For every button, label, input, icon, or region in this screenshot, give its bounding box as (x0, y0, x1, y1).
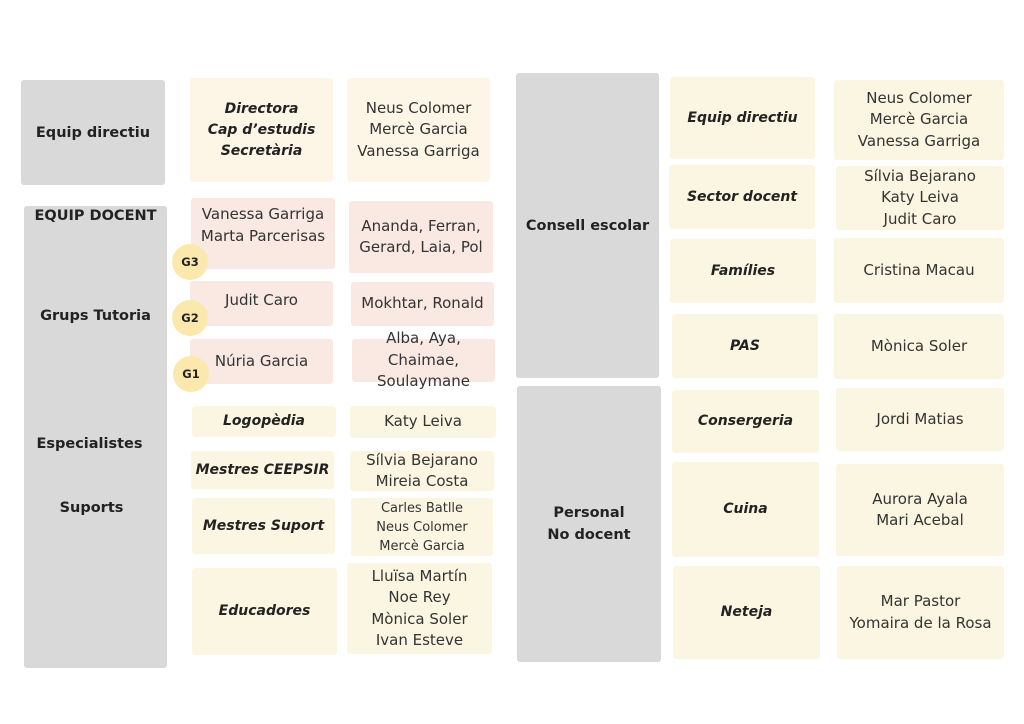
consell-name: Vanessa Garriga (857, 131, 981, 150)
logopedia-name: Katy Leiva (384, 412, 462, 431)
personal-name: Yomaira de la Rosa (849, 613, 992, 632)
g1-tutor: Núria Garcia (214, 351, 309, 370)
role-mestres-ceepsir: Mestres CEEPSIR (195, 461, 330, 478)
equip-directiu-label-box (21, 80, 165, 185)
suport-role-box (192, 498, 335, 554)
g3-students-box (349, 201, 493, 273)
suports-label: Suports (59, 500, 124, 516)
direccio-names-box (347, 78, 490, 182)
consell-role: PAS (730, 337, 760, 354)
cuina-role-box (672, 462, 819, 557)
logopedia-names-box (350, 406, 496, 438)
suport-name: Carles Batlle (380, 500, 464, 516)
consell-families-role-box (670, 239, 816, 303)
suport-names-box (351, 498, 493, 556)
g1-students: Soulaymane (377, 372, 470, 391)
g2-students-box (351, 282, 494, 326)
educadores-name: Noe Rey (388, 588, 451, 606)
consergeria-names-box (836, 388, 1004, 451)
cuina-names-box (836, 464, 1004, 556)
g2-students: Mokhtar, Ronald (361, 294, 484, 313)
g3-tutor: Vanessa Garriga (201, 205, 325, 223)
consell-name: Judit Caro (883, 209, 957, 228)
consell-name: Neus Colomer (866, 88, 972, 107)
consergeria-role-box (672, 390, 819, 453)
consell-name: Mònica Soler (870, 336, 968, 355)
consell-pas-names-box (834, 314, 1004, 379)
g2-tutors-box (190, 281, 333, 326)
consell-pas-role-box (672, 314, 818, 378)
personal-name: Mari Acebal (876, 511, 964, 529)
g3-tutor: Marta Parcerisas (200, 226, 326, 245)
g3-students: Gerard, Laia, Pol (359, 238, 483, 256)
especialistes-label: Especialistes (36, 436, 143, 452)
consell-name: Cristina Macau (863, 260, 975, 279)
educadores-name: Ivan Esteve (375, 631, 464, 649)
consell-escolar-box (516, 73, 659, 378)
no-docent-label: No docent (547, 527, 631, 543)
direccio-roles-box (190, 78, 333, 182)
role-logopedia: Logopèdia (223, 413, 305, 429)
role-cap-estudis: Cap d’estudis (207, 121, 316, 138)
logopedia-role-box (192, 406, 336, 437)
role-directora: Directora (224, 100, 299, 117)
g1-badge: G1 (173, 356, 209, 392)
educadores-role-box (192, 568, 337, 655)
g1-students-box (352, 329, 495, 391)
consell-families-names-box (834, 238, 1004, 303)
consell-name: Mercè Garcia (869, 110, 969, 129)
personal-name: Mar Pastor (880, 592, 961, 610)
consell-equip-names-box (834, 80, 1004, 160)
personal-role: Neteja (720, 604, 773, 620)
g3-tutors-box (191, 198, 335, 269)
role-mestres-suport: Mestres Suport (202, 517, 325, 534)
neteja-names-box (837, 566, 1004, 659)
role-secretaria: Secretària (220, 142, 303, 159)
ceepsir-names-box (350, 451, 494, 491)
equip-directiu-label: Equip directiu (35, 124, 151, 141)
g1-tutors-box (190, 339, 333, 384)
personal-role: Consergeria (697, 413, 794, 429)
ceepsir-name: Mireia Costa (375, 472, 469, 490)
consell-equip-role-box (670, 77, 815, 159)
educadores-name: Mònica Soler (371, 609, 468, 628)
g1-students: Alba, Aya, Chaimae, (386, 329, 461, 369)
direccio-name: Mercè Garcia (369, 120, 468, 139)
g3-badge: G3 (172, 244, 208, 280)
direccio-name: Vanessa Garriga (357, 141, 480, 160)
g3-students: Ananda, Ferran, (361, 216, 481, 235)
consell-name: Sílvia Bejarano (864, 166, 976, 185)
consell-role: Famílies (710, 262, 776, 279)
equip-docent-label: EQUIP DOCENT (34, 208, 157, 224)
g2-tutor: Judit Caro (225, 291, 298, 309)
personal-name: Jordi Matias (876, 409, 964, 428)
g2-badge: G2 (172, 300, 208, 336)
neteja-role-box (673, 566, 820, 659)
consell-escolar-label: Consell escolar (525, 217, 650, 234)
personal-role: Cuina (723, 501, 768, 517)
personal-no-docent-box (517, 386, 661, 662)
ceepsir-name: Sílvia Bejarano (366, 450, 478, 469)
educadores-names-box (347, 563, 492, 654)
grups-tutoria-label: Grups Tutoria (40, 308, 151, 324)
ceepsir-role-box (191, 451, 334, 489)
consell-docent-role-box (669, 165, 815, 229)
direccio-name: Neus Colomer (365, 98, 472, 117)
consell-docent-names-box (836, 166, 1004, 230)
personal-name: Aurora Ayala (872, 489, 968, 508)
educadores-name: Lluïsa Martín (371, 566, 468, 585)
suport-name: Mercè Garcia (379, 538, 465, 554)
personal-label: Personal (553, 505, 625, 521)
consell-role: Equip directiu (687, 109, 798, 126)
consell-name: Katy Leiva (881, 188, 959, 207)
suport-name: Neus Colomer (376, 519, 468, 535)
consell-role: Sector docent (686, 188, 798, 205)
role-educadores: Educadores (218, 603, 311, 619)
